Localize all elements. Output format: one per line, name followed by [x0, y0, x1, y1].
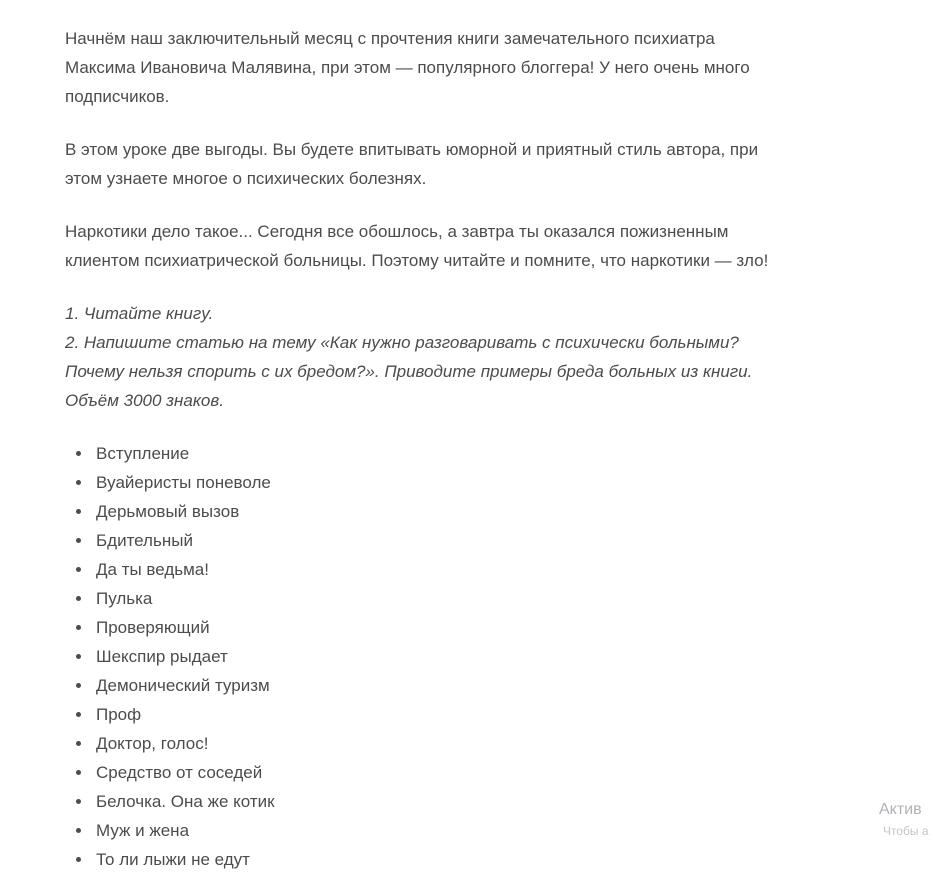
watermark-title: Актив [879, 801, 922, 818]
watermark-subtitle: Чтобы а [883, 824, 929, 838]
chapter-list-item: • Белочка. Она же котик [93, 787, 825, 816]
text-line: В этом уроке две выгоды. Вы будете впитывать юморной и приятный стиль автора, при [65, 140, 759, 159]
text-line: Наркотики дело такое... Сегодня все обошлось, а завтра ты оказался пожизненным [65, 222, 729, 241]
lesson-content [65, 24, 825, 874]
chapter-list-item: • Муж и жена [93, 816, 825, 845]
chapter-list-item: • Вступление [93, 439, 825, 468]
chapter-list-item: • Проверяющий [93, 613, 825, 642]
chapter-list-item: • Шекспир рыдает [93, 642, 825, 671]
text-line: Начнём наш заключительный месяц с прочтения книги замечательного психиатра [65, 29, 715, 48]
assignment-line: 1. Читайте книгу. [65, 304, 214, 323]
chapter-list-item: • Вуайеристы поневоле [93, 468, 825, 497]
chapter-list-item: • Дерьмовый вызов [93, 497, 825, 526]
chapter-list-item: • Проф [93, 700, 825, 729]
assignment-line: 2. Напишите статью на тему «Как нужно разговаривать с психически больными? [65, 333, 739, 352]
assignment-instructions [65, 299, 825, 415]
assignment-line: Почему нельзя спорить с их бредом?». Приводите примеры бреда больных из книги. [65, 362, 753, 381]
paragraph-benefits [65, 135, 825, 193]
chapter-list-item: • Да ты ведьма! [93, 555, 825, 584]
text-line: Максима Ивановича Малявина, при этом — популярного блоггера! У него очень много [65, 58, 750, 77]
chapter-list-item: • То ли лыжи не едут [93, 845, 825, 874]
windows-activation-watermark [879, 799, 929, 839]
text-line: подписчиков. [65, 87, 170, 106]
chapter-list-item: • Демонический туризм [93, 671, 825, 700]
paragraph-intro [65, 24, 825, 111]
chapter-list-item: • Доктор, голос! [93, 729, 825, 758]
text-line: клиентом психиатрической больницы. Поэтому читайте и помните, что наркотики — зло! [65, 251, 769, 270]
chapter-list [65, 439, 825, 874]
paragraph-warning [65, 217, 825, 275]
chapter-list-item: • Пулька [93, 584, 825, 613]
assignment-line: Объём 3000 знаков. [65, 391, 224, 410]
chapter-list-item: • Средство от соседей [93, 758, 825, 787]
text-line: этом узнаете многое о психических болезнях. [65, 169, 427, 188]
chapter-list-item: • Бдительный [93, 526, 825, 555]
